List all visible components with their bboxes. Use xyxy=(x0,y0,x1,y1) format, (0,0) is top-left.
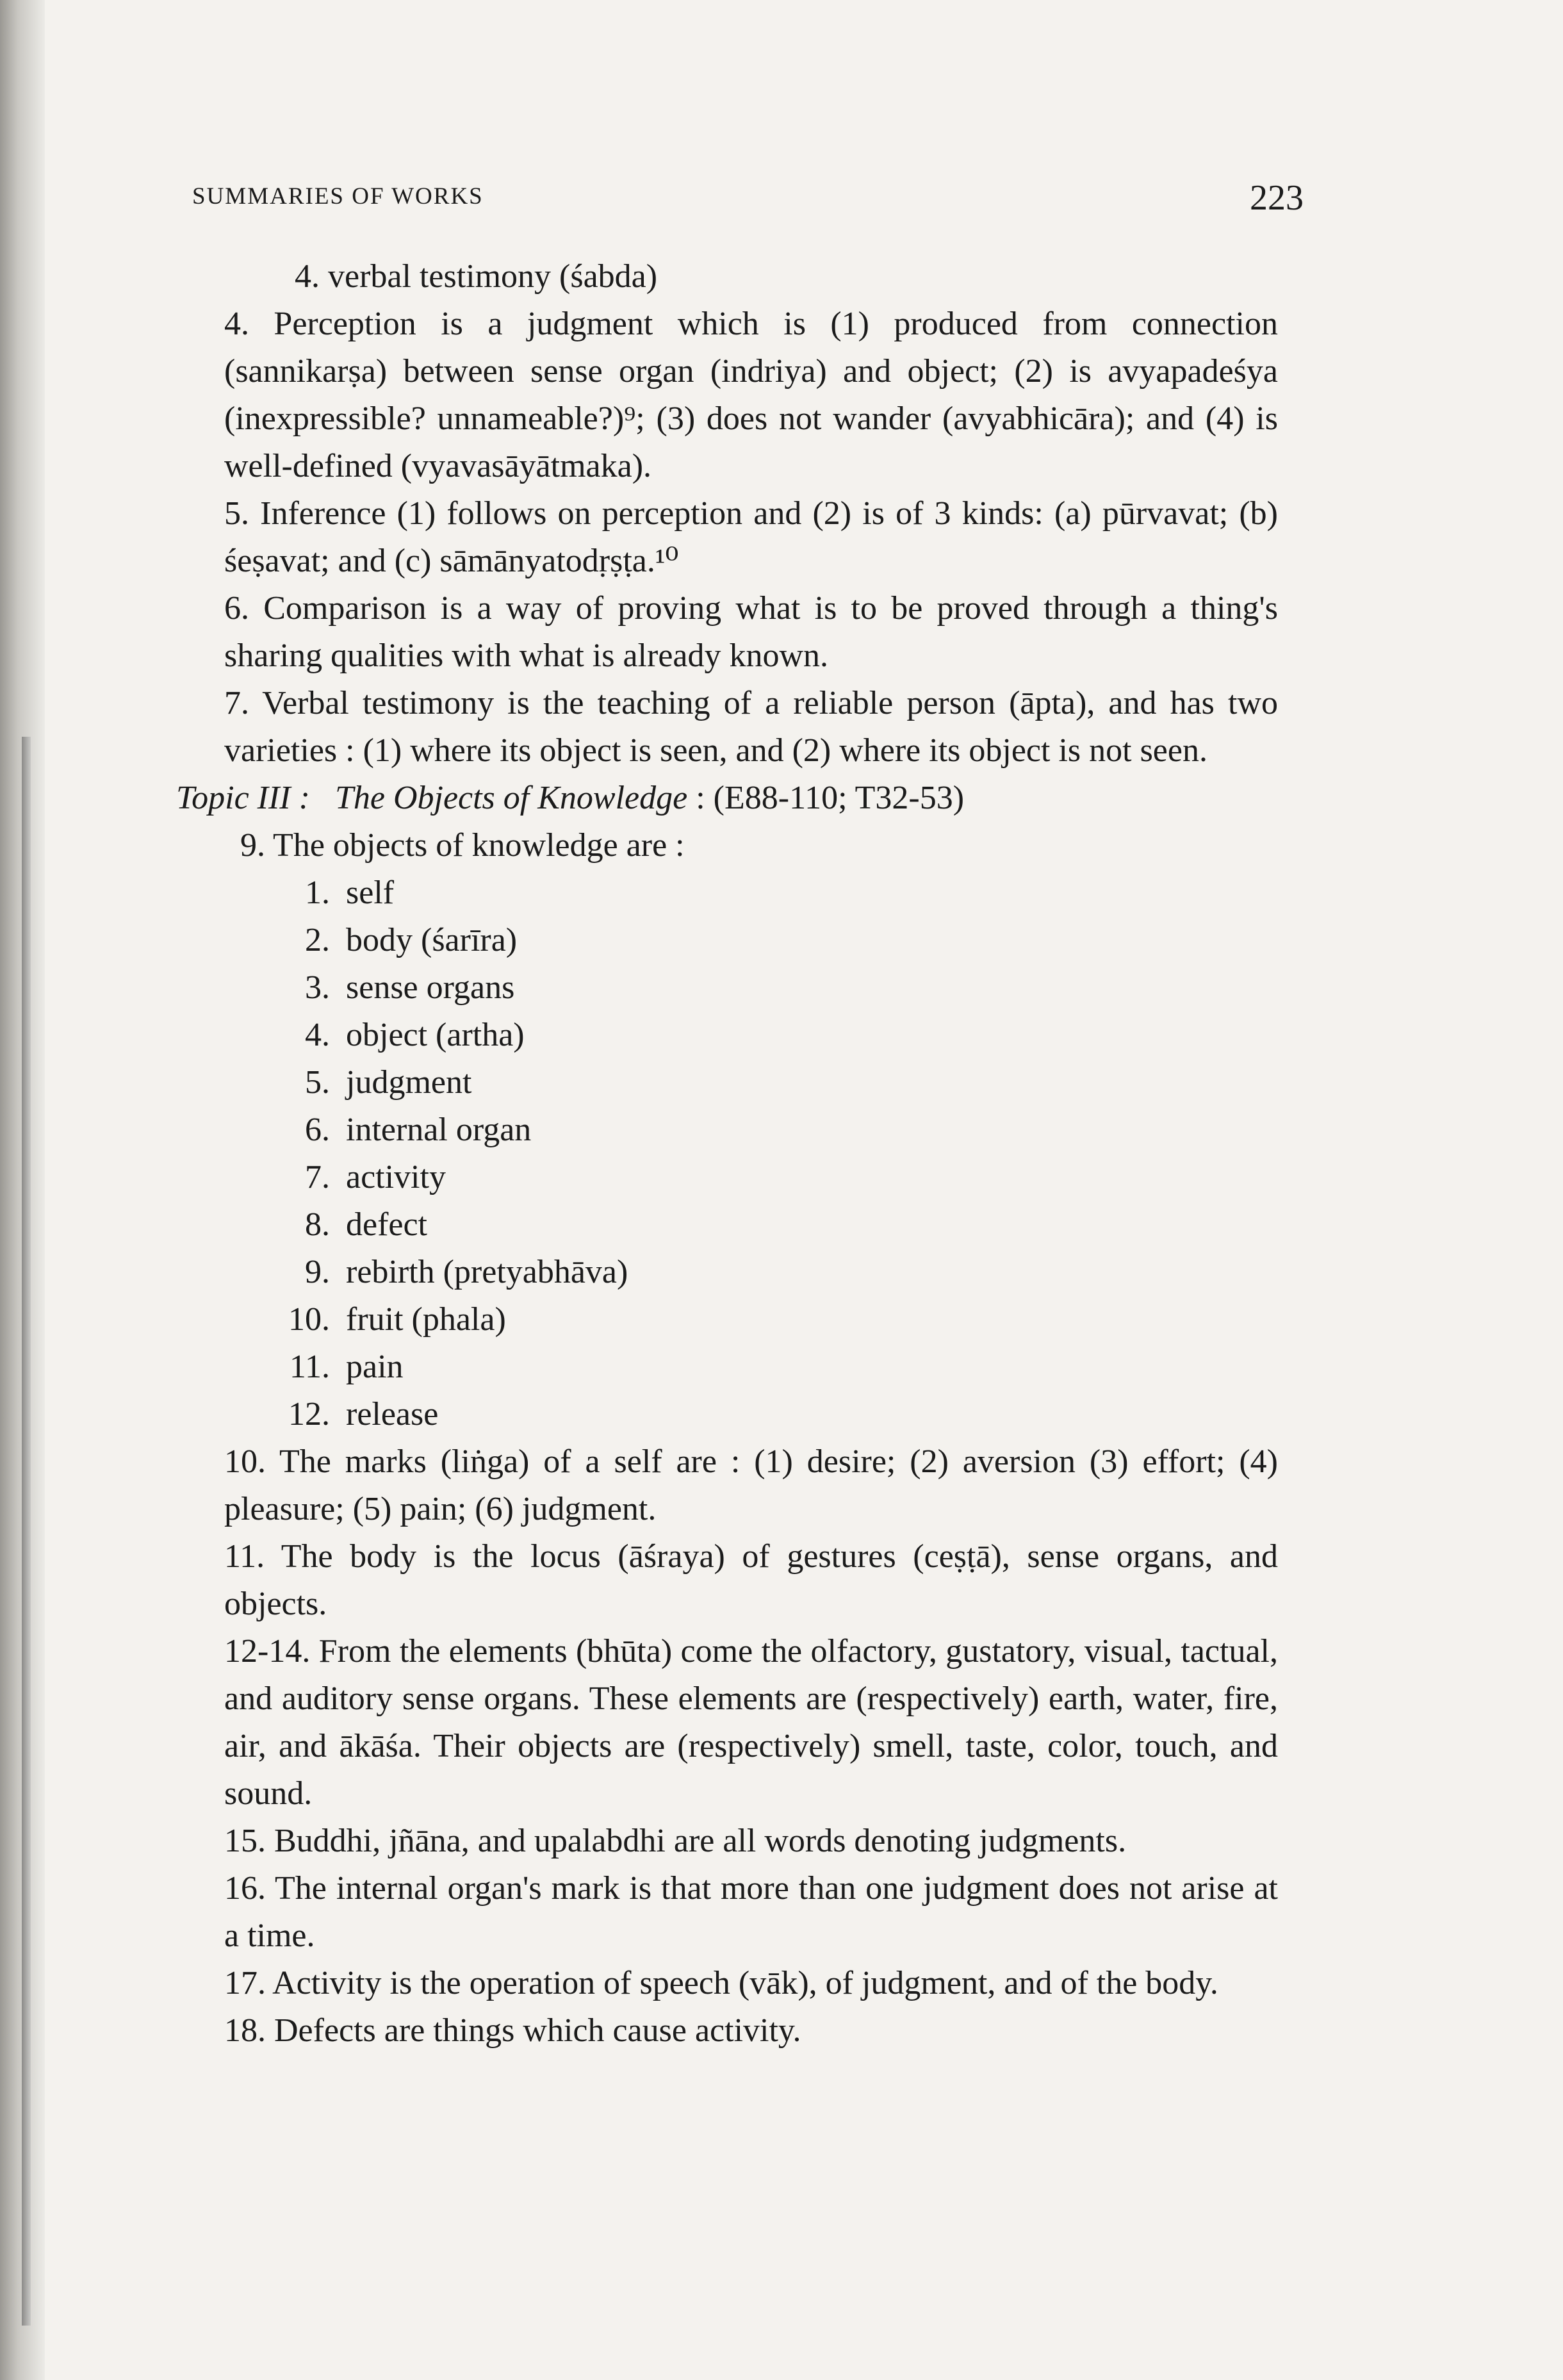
page-number: 223 xyxy=(1250,178,1304,218)
paragraph-5-inference: 5. Inference (1) follows on perception and (2) is of 3 kinds: (a) pūrvavat; (b) śeṣavat; and (c) sāmānyatodṛṣṭa.¹⁰ xyxy=(224,495,1278,579)
topic-heading xyxy=(176,775,1278,822)
paragraph-16-internal-organ: 16. The internal organ's mark is that more than one judgment does not arise at a time. xyxy=(224,1870,1278,1954)
page-body xyxy=(176,253,1278,2055)
objects-of-knowledge-list xyxy=(176,869,1278,1438)
page-header xyxy=(192,178,1304,221)
topic-references: : (E88-110; T32-53) xyxy=(696,780,965,816)
list-item: 3. sense organs xyxy=(305,969,515,1006)
paragraph-17-activity: 17. Activity is the operation of speech (vāk), of judgment, and of the body. xyxy=(224,1965,1218,2001)
list-item: 5. judgment xyxy=(305,1064,472,1101)
paragraph-4-perception: 4. Perception is a judgment which is (1) produced from connection (sannikarṣa) between sense organ (indriya) and object; (2) is avyapadeśya (inexpressible? unnameable?)⁹; (3) does not wander (avyabhicāra); and (4) is well-defined (vyavasāyātmaka). xyxy=(224,306,1278,484)
paragraph-15-buddhi: 15. Buddhi, jñāna, and upalabdhi are all words denoting judgments. xyxy=(224,1823,1127,1859)
list-item: 9. rebirth (pretyabhāva) xyxy=(305,1254,628,1290)
list-item: 7. activity xyxy=(305,1159,446,1195)
paragraph-7-verbal-testimony: 7. Verbal testimony is the teaching of a reliable person (āpta), and has two varieties : (1) where its object is seen, and (2) where its object is not seen. xyxy=(224,685,1278,769)
paragraph-6-comparison: 6. Comparison is a way of proving what is to be proved through a thing's sharing qualities with what is already known. xyxy=(224,590,1278,674)
paragraph-10-marks-of-self: 10. The marks (liṅga) of a self are : (1) desire; (2) aversion (3) effort; (4) pleasure; (5) pain; (6) judgment. xyxy=(224,1443,1278,1527)
list-item: 1. self xyxy=(305,874,395,911)
list-item: 11. pain xyxy=(289,1349,404,1385)
paragraph-18-defects: 18. Defects are things which cause activity. xyxy=(224,2012,801,2049)
binding-edge xyxy=(22,737,31,2326)
topic-label: Topic III : xyxy=(176,780,310,816)
book-page xyxy=(167,0,1304,2380)
paragraph-12-14-elements: 12-14. From the elements (bhūta) come the olfactory, gustatory, visual, tactual, and auditory sense organs. These elements are (respectively) earth, water, fire, air, and ākāśa. Their objects are (respectively) smell, taste, color, touch, and sound. xyxy=(224,1633,1278,1812)
paragraph-9-intro: 9. The objects of knowledge are : xyxy=(240,827,685,864)
list-item-verbal-testimony: 4. verbal testimony (śabda) xyxy=(295,258,658,295)
list-item: 6. internal organ xyxy=(305,1112,532,1148)
list-item: 4. object (artha) xyxy=(305,1017,525,1053)
paragraph-11-body: 11. The body is the locus (āśraya) of gestures (ceṣṭā), sense organs, and objects. xyxy=(224,1538,1278,1622)
list-item: 10. fruit (phala) xyxy=(288,1301,506,1338)
list-item: 8. defect xyxy=(305,1206,428,1243)
list-item: 2. body (śarīra) xyxy=(305,922,518,958)
topic-title: The Objects of Knowledge xyxy=(334,780,688,816)
list-item: 12. release xyxy=(288,1396,439,1432)
running-head: SUMMARIES OF WORKS xyxy=(192,183,484,209)
